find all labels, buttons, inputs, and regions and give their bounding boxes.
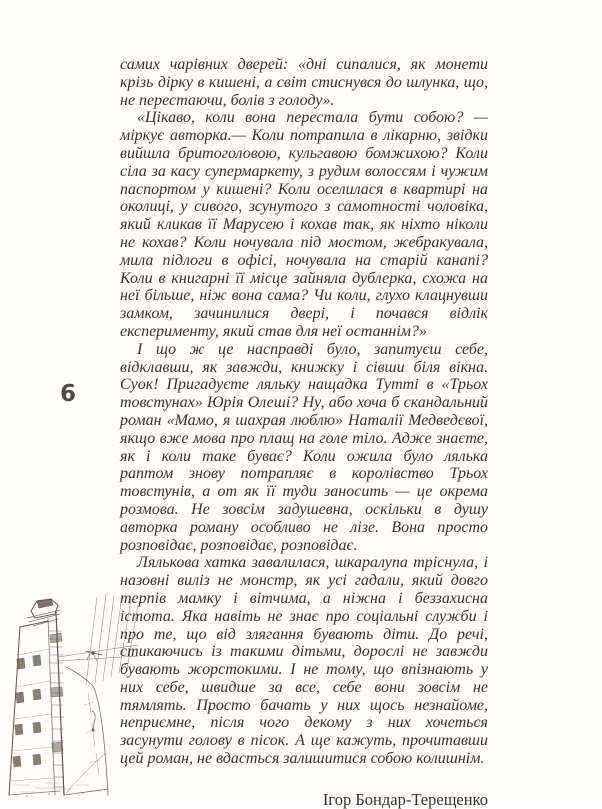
author-signature: Ігор Бондар-Терещенко bbox=[322, 789, 488, 809]
text-column bbox=[120, 56, 488, 809]
paragraph-3: І що ж це насправді було, запитуєш себе, відклавши, як завжди, книжку і сівши біля вікна. Суок! Пригадуєте ляльку нащадка Тутті в «Трьох товстунах» Юрія Олеші? Ну, або хоча б скандальний роман «Мамо, я шахрая люблю» Наталії Медведєвої, якщо вже мова про плащ на голе тіло. Адже знаєте, як і коли таке буває? Коли ожила було лялька раптом знову потрапляє в королівство Трьох товстунів, а от як її туди заносить — це окрема розмова. Не зовсім задушевна, оскільки в душу авторка роману особливо не лізе. Вона просто розповідає, розповідає, розповідає. bbox=[120, 340, 488, 554]
street-sketch-illustration bbox=[0, 593, 140, 799]
paragraph-1: самих чарівних дверей: «дні сипалися, як монети крізь дірку в кишені, а світ стиснувся до шлунка, що, не перестаючи, болів з голоду». bbox=[120, 56, 488, 109]
page-number: 6 bbox=[60, 381, 76, 407]
paragraph-4: Лялькова хатка завалилася, шкаралупа тріснула, і назовні виліз не монстр, як усі гадали, який довго терпів мамку і вітчима, а ніжна і беззахисна істота. Яка навіть не знає про соціальні служби і про те, що від злягання бувають діти. До речі, стикаючись із такими дітьми, дорослі не завжди бувають жорстокими. І не тому, що впізнають у них себе, швидше за все, себе вони зовсім не тямлять. Просто бачать у них щось незнайоме, неприємне, після чого декому з них хочеться засунути голову в пісок. А ще кажуть, прочитавши цей роман, не вдасться залишитися собою колишнім. bbox=[120, 554, 488, 768]
paragraph-2: «Цікаво, коли вона перестала бути собою? — міркує авторка.— Коли потрапила в лікарню, звідки вийшла бритоголовою, кульгавою бомжихою? Коли сіла за касу супермаркету, з рудим волоссям і чужим паспортом у кишені? Коли оселилася в квартирі на околиці, у сивого, зсунутого з самотності чоловіка, який кликав її Марусею і кохав так, як ніхто ніколи не кохав? Коли ночувала під мостом, жебракувала, мила підлоги в офісі, ночувала на старій канапі? Коли в книгарні її місце зайняла дублерка, схожа на неї більше, ніж вона сама? Чи коли, глухо клацнувши замком, зачинилися двері, і почався відлік експерименту, який став для неї останнім?» bbox=[120, 109, 488, 340]
